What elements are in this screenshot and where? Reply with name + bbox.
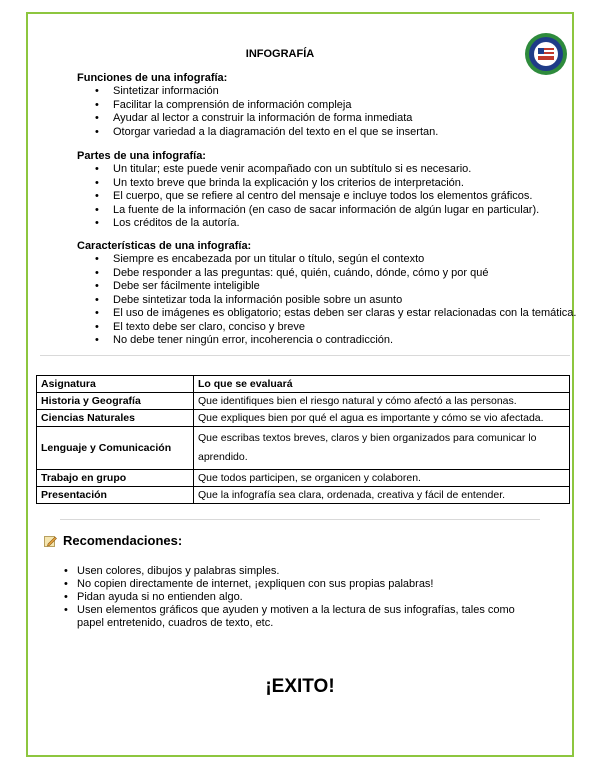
table-cell-subject: Historia y Geografía xyxy=(37,393,194,410)
table-cell-subject: Trabajo en grupo xyxy=(37,470,194,487)
closing-message: ¡EXITO! xyxy=(265,676,335,697)
list-item: • Debe responder a las preguntas: qué, quién, cuándo, dónde, cómo y por qué xyxy=(90,267,576,281)
list-item: • Los créditos de la autoría. xyxy=(90,217,539,231)
list-item: • Pidan ayuda si no entienden algo. xyxy=(64,591,544,604)
list-item: • No copien directamente de internet, ¡expliquen con sus propias palabras! xyxy=(64,578,544,591)
list-item: • El cuerpo, que se refiere al centro del mensaje e incluye todos los elementos gráficos. xyxy=(90,190,539,204)
table-cell-criteria: Que todos participen, se organicen y colaboren. xyxy=(194,470,570,487)
list-item: • Un texto breve que brinda la explicación y los criterios de interpretación. xyxy=(90,177,539,191)
list-item: • Ayudar al lector a construir la información de forma inmediata xyxy=(90,112,438,126)
list-item: • El texto debe ser claro, conciso y breve xyxy=(90,321,576,335)
funciones-list xyxy=(90,85,438,139)
recomendaciones-heading xyxy=(44,533,182,548)
list-item: • El uso de imágenes es obligatorio; estas deben ser claras y estar relacionadas con la temática. xyxy=(90,307,576,321)
caracteristicas-list xyxy=(90,253,576,348)
table-header-cell: Asignatura xyxy=(37,376,194,393)
divider xyxy=(60,519,540,520)
table-row xyxy=(37,470,570,487)
list-item: • Sintetizar información xyxy=(90,85,438,99)
list-item: • Un titular; este puede venir acompañado con un subtítulo si es necesario. xyxy=(90,163,539,177)
list-item: • Otorgar variedad a la diagramación del texto en el que se insertan. xyxy=(90,126,438,140)
list-item: • Usen colores, dibujos y palabras simples. xyxy=(64,565,544,578)
list-item: • Debe sintetizar toda la información posible sobre un asunto xyxy=(90,294,576,308)
partes-list xyxy=(90,163,539,231)
recomendaciones-heading-text: Recomendaciones: xyxy=(63,533,183,548)
note-pencil-icon xyxy=(44,535,57,547)
table-cell-subject: Ciencias Naturales xyxy=(37,410,194,427)
table-cell-criteria: Que expliques bien por qué el agua es importante y cómo se vio afectada. xyxy=(194,410,570,427)
list-item: • Siempre es encabezada por un titular o título, según el contexto xyxy=(90,253,576,267)
table-row xyxy=(37,427,570,470)
table-cell-criteria: Que escribas textos breves, claros y bien organizados para comunicar lo aprendido. xyxy=(194,427,570,470)
table-header-cell: Lo que se evaluará xyxy=(194,376,570,393)
table-cell-subject: Presentación xyxy=(37,487,194,504)
list-item: • No debe tener ningún error, incoherencia o contradicción. xyxy=(90,334,576,348)
evaluation-table xyxy=(36,375,570,504)
table-cell-criteria: Que la infografía sea clara, ordenada, creativa y fácil de entender. xyxy=(194,487,570,504)
list-item: • La fuente de la información (en caso de sacar información de algún lugar en particular). xyxy=(90,204,539,218)
table-row xyxy=(37,393,570,410)
table-row xyxy=(37,410,570,427)
list-item: • Usen elementos gráficos que ayuden y motiven a la lectura de sus infografías, tales como papel entretenido, cuadros de texto, etc. xyxy=(64,604,544,630)
list-item: • Debe ser fácilmente inteligible xyxy=(90,280,576,294)
table-row xyxy=(37,487,570,504)
school-seal-icon xyxy=(524,32,568,76)
list-item: • Facilitar la comprensión de información compleja xyxy=(90,99,438,113)
table-cell-criteria: Que identifiques bien el riesgo natural y cómo afectó a las personas. xyxy=(194,393,570,410)
recomendaciones-list xyxy=(64,565,544,630)
page-title: INFOGRAFÍA xyxy=(245,48,315,60)
partes-heading: Partes de una infografía: xyxy=(77,150,206,162)
caracteristicas-heading: Características de una infografía: xyxy=(77,240,252,252)
divider xyxy=(40,355,570,356)
table-cell-subject: Lenguaje y Comunicación xyxy=(37,427,194,470)
funciones-heading: Funciones de una infografía: xyxy=(77,72,228,84)
table-header-row xyxy=(37,376,570,393)
